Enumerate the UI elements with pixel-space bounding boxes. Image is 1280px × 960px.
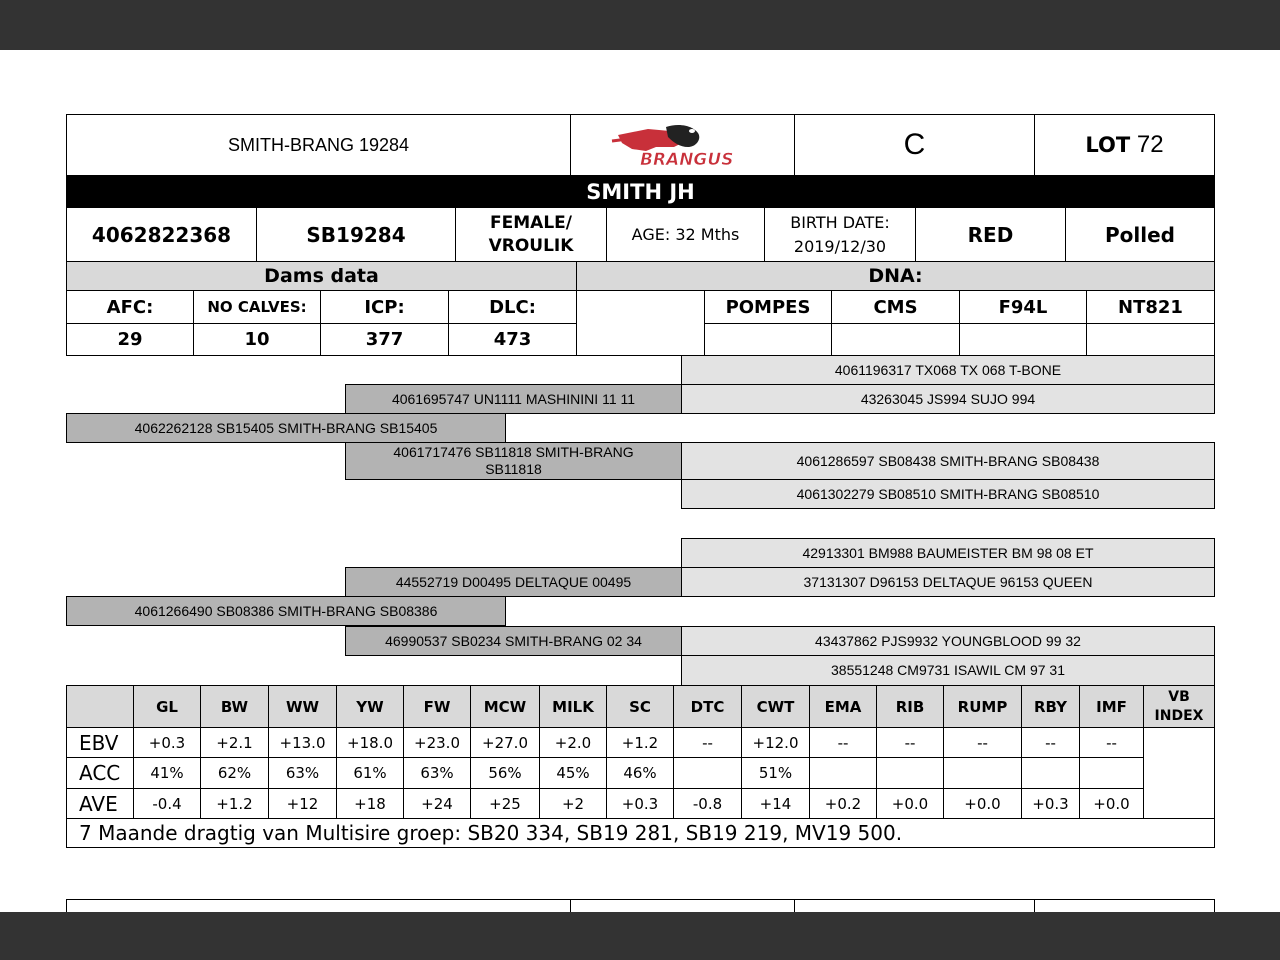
dna-value-nt821 (1086, 323, 1215, 356)
ebv-header-rump: RUMP (943, 685, 1022, 728)
pedigree-ssd: 43263045 JS994 SUJO 994 (681, 384, 1215, 414)
ebv-cell-ave-dtc: -0.8 (673, 788, 742, 819)
dna-title: DNA: (576, 261, 1215, 291)
ebv-cell-ebv-rib: -- (876, 727, 944, 758)
dna-header-cms: CMS (831, 290, 960, 324)
ebv-cell-ave-milk: +2 (539, 788, 607, 819)
pedigree-dds: 43437862 PJS9932 YOUNGBLOOD 99 32 (681, 626, 1215, 656)
ebv-row-label-acc: ACC (66, 757, 134, 789)
pedigree-sire: 4062262128 SB15405 SMITH-BRANG SB15405 (66, 413, 506, 443)
pedigree-sd: 4061717476 SB11818 SMITH-BRANG SB11818 (345, 442, 682, 480)
ebv-cell-ebv-fw: +23.0 (403, 727, 471, 758)
pedigree-ddd: 38551248 CM9731 ISAWIL CM 97 31 (681, 655, 1215, 686)
pedigree-sds: 4061286597 SB08438 SMITH-BRANG SB08438 (681, 442, 1215, 480)
birth-date: 2019/12/30 (793, 236, 887, 256)
ebv-cell-ave-bw: +1.2 (200, 788, 269, 819)
sex-line1: FEMALE/ (490, 212, 572, 233)
ebv-cell-ebv-rump: -- (943, 727, 1022, 758)
ebv-cell-acc-ema (809, 757, 877, 789)
ebv-header-cwt: CWT (741, 685, 810, 728)
dna-blank (576, 290, 705, 356)
vb-index-value (1143, 727, 1215, 819)
ebv-header-dtc: DTC (673, 685, 742, 728)
ebv-header-mcw: MCW (470, 685, 540, 728)
ebv-cell-ave-rby: +0.3 (1021, 788, 1080, 819)
ebv-cell-ave-ww: +12 (268, 788, 337, 819)
ebv-cell-ebv-milk: +2.0 (539, 727, 607, 758)
dams-value-no-calves: 10 (193, 323, 321, 356)
ebv-cell-ebv-cwt: +12.0 (741, 727, 810, 758)
ebv-cell-acc-imf (1079, 757, 1144, 789)
lot-label: LOT (1085, 133, 1131, 157)
ebv-header-gl: GL (133, 685, 201, 728)
animal-color: RED (915, 207, 1066, 262)
dna-value-f94l (959, 323, 1087, 356)
dna-value-cms (831, 323, 960, 356)
ebv-header-rib: RIB (876, 685, 944, 728)
ebv-cell-acc-rib (876, 757, 944, 789)
ebv-cell-ave-rib: +0.0 (876, 788, 944, 819)
horn-status: Polled (1065, 207, 1215, 262)
ebv-cell-ave-fw: +24 (403, 788, 471, 819)
lot-box (1034, 114, 1215, 176)
ebv-cell-ave-yw: +18 (336, 788, 404, 819)
dna-value-pompes (704, 323, 832, 356)
pedigree-dss: 42913301 BM988 BAUMEISTER BM 98 08 ET (681, 538, 1215, 568)
pedigree-ds: 44552719 D00495 DELTAQUE 00495 (345, 567, 682, 597)
sex-line2: VROULIK (488, 235, 574, 256)
ebv-header-sc: SC (606, 685, 674, 728)
dams-header-icp: ICP: (320, 290, 449, 324)
ebv-header-bw: BW (200, 685, 269, 728)
viewer-bottom-bar (0, 912, 1280, 960)
dams-data-title: Dams data (66, 261, 577, 291)
ebv-cell-acc-bw: 62% (200, 757, 269, 789)
pedigree-sss: 4061196317 TX068 TX 068 T-BONE (681, 355, 1215, 385)
animal-id: 4062822368 (66, 207, 257, 262)
ebv-row-label-ave: AVE (66, 788, 134, 819)
dams-value-icp: 377 (320, 323, 449, 356)
ebv-cell-ebv-yw: +18.0 (336, 727, 404, 758)
pedigree-dsd: 37131307 D96153 DELTAQUE 96153 QUEEN (681, 567, 1215, 597)
ebv-cell-ebv-ema: -- (809, 727, 877, 758)
ebv-header-fw: FW (403, 685, 471, 728)
ebv-cell-ebv-rby: -- (1021, 727, 1080, 758)
lot-number: 72 (1136, 131, 1164, 158)
ebv-cell-ebv-ww: +13.0 (268, 727, 337, 758)
brangus-logo (570, 114, 795, 176)
ebv-header-rby: RBY (1021, 685, 1080, 728)
ebv-header-yw: YW (336, 685, 404, 728)
pedigree-dd: 46990537 SB0234 SMITH-BRANG 02 34 (345, 626, 682, 656)
ebv-cell-acc-ww: 63% (268, 757, 337, 789)
brangus-logo-icon (608, 121, 758, 169)
logo-text: BRANGUS (639, 150, 733, 169)
ebv-header-imf: IMF (1079, 685, 1144, 728)
birth-date-box (764, 207, 916, 262)
ebv-cell-ebv-dtc: -- (673, 727, 742, 758)
animal-name: SMITH-BRANG 19284 (66, 114, 571, 176)
pedigree-dam: 4061266490 SB08386 SMITH-BRANG SB08386 (66, 596, 506, 626)
ebv-header-ema: EMA (809, 685, 877, 728)
ebv-corner (66, 685, 134, 728)
ebv-cell-ave-ema: +0.2 (809, 788, 877, 819)
dams-value-dlc: 473 (448, 323, 577, 356)
ebv-cell-acc-milk: 45% (539, 757, 607, 789)
ebv-cell-ebv-gl: +0.3 (133, 727, 201, 758)
ebv-cell-ebv-sc: +1.2 (606, 727, 674, 758)
vb-index-line1: VB (1168, 688, 1190, 705)
ebv-cell-ave-gl: -0.4 (133, 788, 201, 819)
ebv-header-milk: MILK (539, 685, 607, 728)
pregnancy-note: 7 Maande dragtig van Multisire groep: SB20 334, SB19 281, SB19 219, MV19 500. (66, 818, 1215, 848)
dna-header-f94l: F94L (959, 290, 1087, 324)
ebv-cell-ave-rump: +0.0 (943, 788, 1022, 819)
birth-date-label: BIRTH DATE: (790, 212, 890, 232)
ebv-cell-acc-dtc (673, 757, 742, 789)
vb-index-line2: INDEX (1154, 707, 1204, 724)
ebv-header-ww: WW (268, 685, 337, 728)
dams-header-dlc: DLC: (448, 290, 577, 324)
pedigree-sdd: 4061302279 SB08510 SMITH-BRANG SB08510 (681, 479, 1215, 509)
dna-header-pompes: POMPES (704, 290, 832, 324)
ebv-cell-acc-rump (943, 757, 1022, 789)
dams-header-no-calves: NO CALVES: (193, 290, 321, 324)
dams-value-afc: 29 (66, 323, 194, 356)
ebv-cell-ebv-imf: -- (1079, 727, 1144, 758)
vb-index-header (1143, 685, 1215, 728)
ebv-cell-acc-rby (1021, 757, 1080, 789)
ebv-cell-ebv-mcw: +27.0 (470, 727, 540, 758)
ebv-cell-ebv-bw: +2.1 (200, 727, 269, 758)
pedigree-ss: 4061695747 UN1111 MASHININI 11 11 (345, 384, 682, 414)
ebv-cell-ave-imf: +0.0 (1079, 788, 1144, 819)
dna-header-nt821: NT821 (1086, 290, 1215, 324)
ebv-cell-acc-gl: 41% (133, 757, 201, 789)
ebv-cell-acc-cwt: 51% (741, 757, 810, 789)
ebv-cell-acc-sc: 46% (606, 757, 674, 789)
ebv-cell-acc-mcw: 56% (470, 757, 540, 789)
grade: C (794, 114, 1035, 176)
ebv-cell-ave-mcw: +25 (470, 788, 540, 819)
breeder-name: SMITH JH (66, 175, 1215, 208)
ebv-cell-ave-sc: +0.3 (606, 788, 674, 819)
animal-sex (455, 207, 607, 262)
viewer-top-bar (0, 0, 1280, 50)
animal-age: AGE: 32 Mths (606, 207, 765, 262)
ebv-cell-acc-fw: 63% (403, 757, 471, 789)
ebv-cell-ave-cwt: +14 (741, 788, 810, 819)
ebv-cell-acc-yw: 61% (336, 757, 404, 789)
ebv-row-label-ebv: EBV (66, 727, 134, 758)
animal-code: SB19284 (256, 207, 456, 262)
dams-header-afc: AFC: (66, 290, 194, 324)
